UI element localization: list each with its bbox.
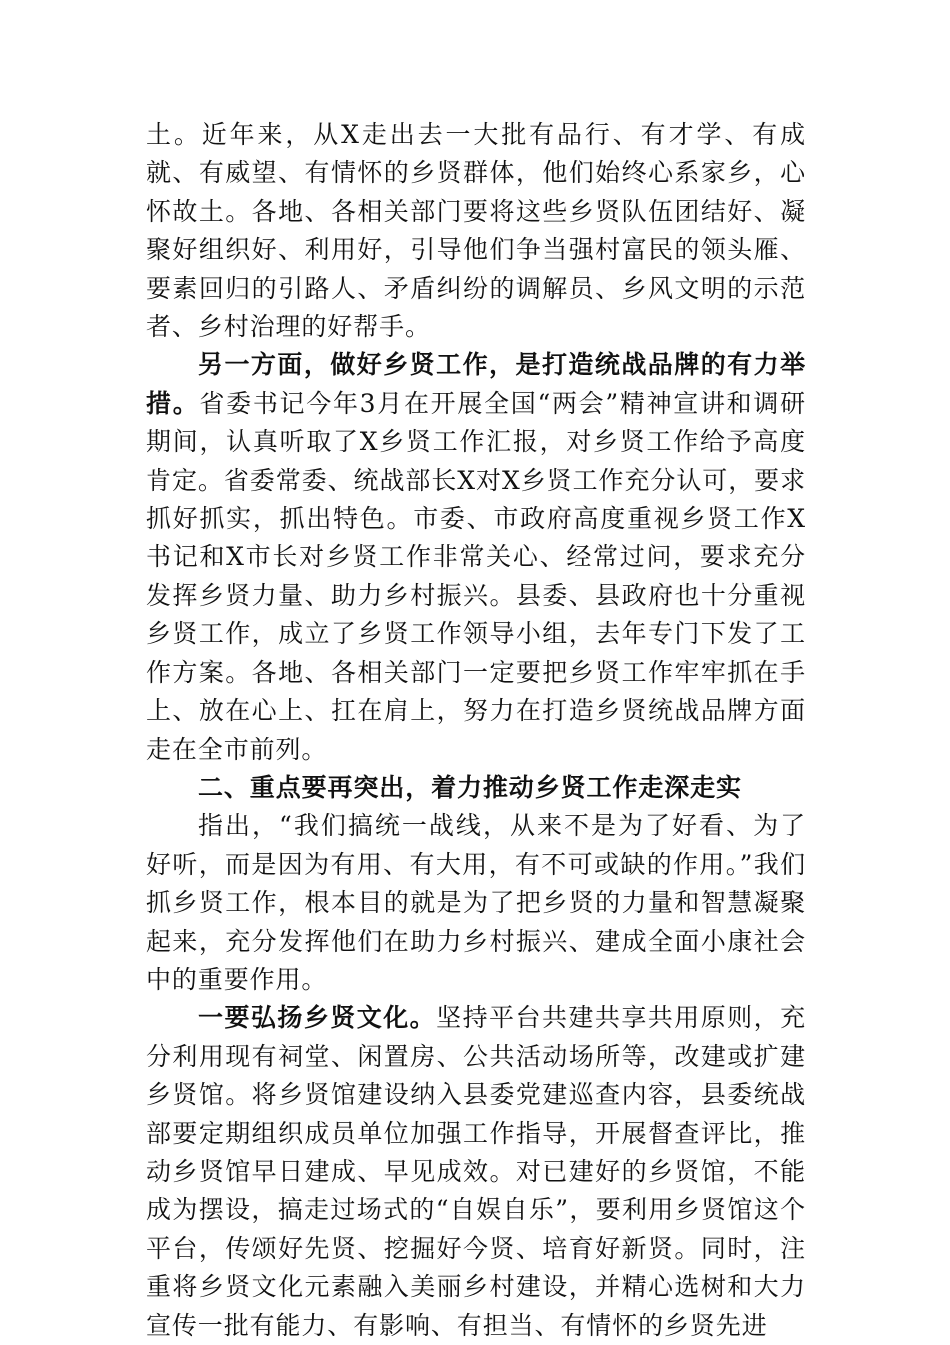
paragraph-text: 坚持平台共建共享共用原则，充分利用现有祠堂、闲置房、公共活动场所等，改建或扩建乡贤馆。将乡贤馆建设纳入县委党建巡查内容，县委统战部要定期组织成员单位加强工作指导，开展督查评比，推动乡贤馆早日建成、早见成效。对已建好的乡贤馆，不能成为摆设，搞走过场式的“自娱自乐”，要利用乡贤馆这个平台，传颂好先贤、挖掘好今贤、培育好新贤。同时，注重将乡贤文化元素融入美丽乡村建设，并精心选树和大力宣传一批有能力、有影响、有担当、有情怀的乡贤先进 <box>146 1003 806 1340</box>
document-body <box>146 116 806 1345</box>
paragraph-quote <box>146 807 806 999</box>
section-heading <box>146 769 806 807</box>
paragraph-lead-bold: 另一方面，做好乡贤工作，是打造统战品牌的有力举措。 <box>146 350 806 418</box>
paragraph-culture <box>146 999 806 1345</box>
paragraph-continuation <box>146 116 806 346</box>
paragraph-lead-bold: 一要弘扬乡贤文化。 <box>198 1003 437 1033</box>
paragraph-text: 土。近年来，从X走出去一大批有品行、有才学、有成就、有威望、有情怀的乡贤群体，他们始终心系家乡，心怀故土。各地、各相关部门要将这些乡贤队伍团结好、凝聚好组织好、利用好，引导他们争当强村富民的领头雁、要素回归的引路人、矛盾纠纷的调解员、乡风文明的示范者、乡村治理的好帮手。 <box>146 120 806 342</box>
paragraph-text: 指出，“我们搞统一战线，从来不是为了好看、为了好听，而是因为有用、有大用，有不可或缺的作用。”我们抓乡贤工作，根本目的就是为了把乡贤的力量和智慧凝聚起来，充分发挥他们在助力乡村振兴、建成全面小康社会中的重要作用。 <box>146 811 806 994</box>
section-heading-text: 二、重点要再突出，着力推动乡贤工作走深走实 <box>198 772 742 802</box>
paragraph-text: 省委书记今年3月在开展全国“两会”精神宣讲和调研期间，认真听取了X乡贤工作汇报，对乡贤工作给予高度肯定。省委常委、统战部长X对X乡贤工作充分认可，要求抓好抓实，抓出特色。市委、市政府高度重视乡贤工作X书记和X市长对乡贤工作非常关心、经常过问，要求充分发挥乡贤力量、助力乡村振兴。县委、县政府也十分重视乡贤工作，成立了乡贤工作领导小组，去年专门下发了工作方案。各地、各相关部门一定要把乡贤工作牢牢抓在手上、放在心上、扛在肩上，努力在打造乡贤统战品牌方面走在全市前列。 <box>146 388 806 764</box>
paragraph-brand-building <box>146 346 806 768</box>
